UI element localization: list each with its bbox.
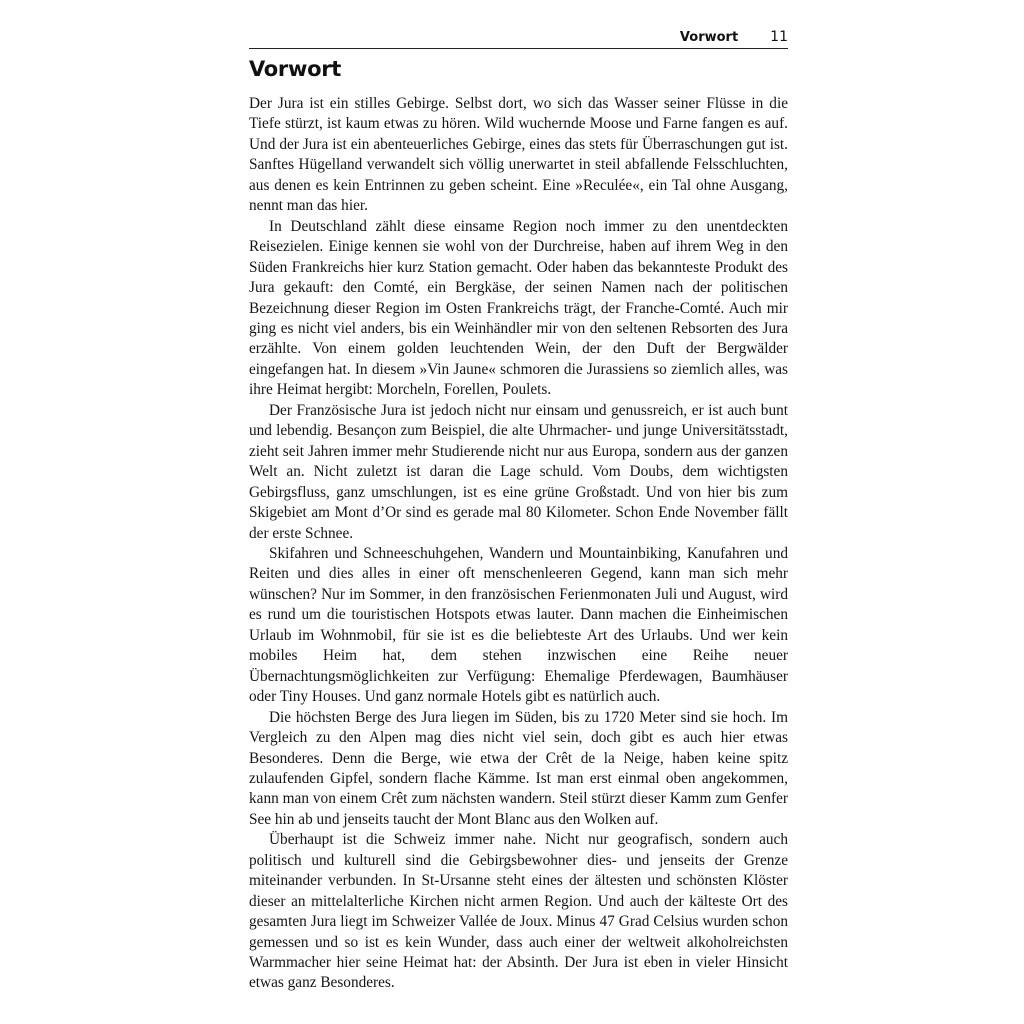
running-head <box>680 29 788 45</box>
paragraph: Skifahren und Schneeschuhgehen, Wandern und Mountainbiking, Kanufahren und Reiten und dies alles in einer oft menschenleeren Gegend, kann man sich mehr wünschen? Nur im Sommer, in den französischen Ferienmonaten Juli und August, wird es rund um die touristischen Hotspots etwas lauter. Dann machen die Einheimischen Urlaub im Wohnmobil, für sie ist es die beliebteste Art des Urlaubs. Und wer kein mobiles Heim hat, dem stehen inzwischen eine Reihe neuer Übernachtungsmöglichkeiten zur Verfügung: Ehemalige Pferdewagen, Baumhäuser oder Tiny Houses. Und ganz normale Hotels gibt es natürlich auch. <box>249 544 788 706</box>
paragraph: In Deutschland zählt diese einsame Region noch immer zu den unentdeckten Reisezielen. Einige kennen sie wohl von der Durchreise, haben auf ihrem Weg in den Süden Frankreichs hier kurz Station gemacht. Oder haben das bekannteste Produkt des Jura gekauft: den Comté, ein Bergkäse, der seinen Namen nach der politischen Bezeichnung dieser Region im Osten Frankreichs trägt, der Franche-Comté. Auch mir ging es nicht viel anders, bis ein Weinhändler mir von den seltenen Rebsorten des Jura erzählte. Von einem golden leuchtenden Wein, der den Duft der Bergwälder eingefangen hat. In diesem »Vin Jaune« schmoren die Jurassiens so ziemlich alles, was ihre Heimat hergibt: Morcheln, Forellen, Poulets. <box>249 217 788 399</box>
paragraph: Die höchsten Berge des Jura liegen im Süden, bis zu 1720 Meter sind sie hoch. Im Vergleich zu den Alpen mag dies nicht viel sein, doch gibt es auch hier etwas Besonderes. Denn die Berge, wie etwa der Crêt de la Neige, haben keine spitz zulaufenden Gipfel, sondern flache Kämme. Ist man erst einmal oben angekommen, kann man von einem Crêt zum nächsten wandern. Steil stürzt dieser Kamm zum Genfer See hin ab und jenseits taucht der Mont Blanc aus den Wolken auf. <box>249 708 788 828</box>
chapter-title: Vorwort <box>249 57 342 81</box>
paragraph: Überhaupt ist die Schweiz immer nahe. Nicht nur geografisch, sondern auch politisch und kulturell sind die Gebirgsbewohner dies- und jenseits der Grenze miteinander verbunden. In St-Ursanne steht eines der ältesten und schönsten Klöster dieser an mittelalterliche Kirchen nicht armen Region. Und auch der kälteste Ort des gesamten Jura liegt im Schweizer Vallée de Joux. Minus 47 Grad Celsius wurden schon gemessen und so ist es kein Wunder, dass auch einer der weltweit alkoholreichsten Warmmacher hier seine Heimat hat: der Absinth. Der Jura ist eben in vieler Hinsicht etwas ganz Besonderes. <box>249 831 788 992</box>
paragraph: Der Jura ist ein stilles Gebirge. Selbst dort, wo sich das Wasser seiner Flüsse in die Tiefe stürzt, ist kaum etwas zu hören. Wild wuchernde Moose und Farne fangen es auf. Und der Jura ist ein abenteuerliches Gebirge, eines das stets für Überraschungen gut ist. Sanftes Hügelland verwandelt sich völlig unerwartet in steil abfallende Felsschluchten, aus denen es kein Entrinnen zu geben scheint. Eine »Reculée«, ein Tal ohne Ausgang, nennt man das hier. <box>249 95 788 215</box>
body-text <box>249 94 788 994</box>
running-head-section: Vorwort <box>679 30 739 45</box>
paragraph: Der Französische Jura ist jedoch nicht nur einsam und genussreich, er ist auch bunt und lebendig. Besançon zum Beispiel, die alte Uhrmacher- und junge Universitätsstadt, zieht seit Jahren immer mehr Studierende nicht nur aus Europa, sondern aus der ganzen Welt an. Nicht zuletzt ist daran die Lage schuld. Vom Doubs, dem wichtigsten Gebirgsfluss, ganz umschlungen, ist es eine grüne Großstadt. Und von hier bis zum Skigebiet am Mont d’Or sind es gerade mal 80 Kilometer. Schon Ende November fällt der erste Schnee. <box>249 401 788 542</box>
page-number: 11 <box>770 29 788 45</box>
header-rule <box>249 48 788 49</box>
